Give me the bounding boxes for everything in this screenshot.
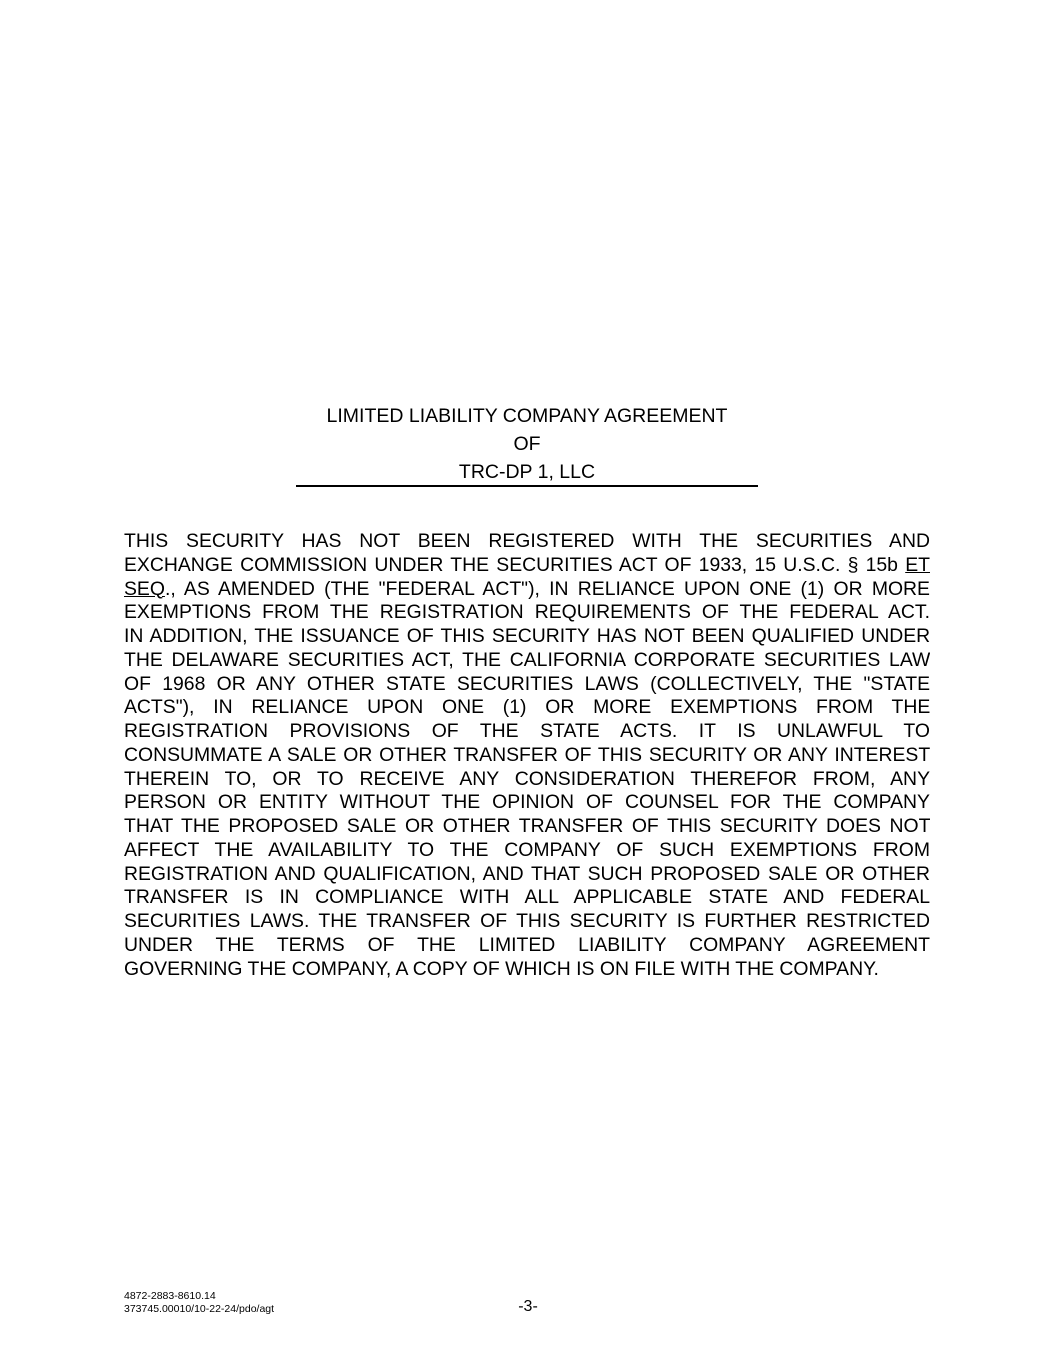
legend-line: REGISTRATION AND QUALIFICATION, AND THAT SUCH PROPOSED SALE OR OTHER [124,862,930,885]
legend-line: CONSUMMATE A SALE OR OTHER TRANSFER OF THIS SECURITY OR ANY INTEREST [124,743,930,766]
underlined-et: ET [905,553,930,576]
legend-line: TRANSFER IS IN COMPLIANCE WITH ALL APPLICABLE STATE AND FEDERAL [124,886,930,909]
legend-line [124,554,930,578]
title-line-2: OF [513,433,541,455]
title-underline-rule [296,485,758,487]
title-line-1: LIMITED LIABILITY COMPANY AGREEMENT [326,405,728,427]
underlined-seq: SEQ [124,577,165,600]
legend-line: EXEMPTIONS FROM THE REGISTRATION REQUIREMENTS OF THE FEDERAL ACT. [124,601,930,624]
legend-line: OF 1968 OR ANY OTHER STATE SECURITIES LAWS (COLLECTIVELY, THE "STATE [124,672,930,695]
legend-line: THE DELAWARE SECURITIES ACT, THE CALIFORNIA CORPORATE SECURITIES LAW [124,648,930,671]
legend-line-text: ., AS AMENDED (THE "FEDERAL ACT"), IN RELIANCE UPON ONE (1) OR MORE [164,577,930,600]
legend-line: UNDER THE TERMS OF THE LIMITED LIABILITY COMPANY AGREEMENT [124,933,930,956]
legend-line: PERSON OR ENTITY WITHOUT THE OPINION OF COUNSEL FOR THE COMPANY [124,791,930,814]
legend-line: AFFECT THE AVAILABILITY TO THE COMPANY OF SUCH EXEMPTIONS FROM [124,838,930,861]
legend-line: THEREIN TO, OR TO RECEIVE ANY CONSIDERATION THEREFOR FROM, ANY [124,767,930,790]
legend-line: GOVERNING THE COMPANY, A COPY OF WHICH IS ON FILE WITH THE COMPANY. [124,957,879,980]
footer-document-ids [124,1290,274,1316]
legend-line: THAT THE PROPOSED SALE OR OTHER TRANSFER OF THIS SECURITY DOES NOT [124,815,930,837]
title-line-3: TRC-DP 1, LLC [458,461,596,483]
legend-line: IN ADDITION, THE ISSUANCE OF THIS SECURITY HAS NOT BEEN QUALIFIED UNDER [124,625,930,647]
legend-line: ACTS"), IN RELIANCE UPON ONE (1) OR MORE EXEMPTIONS FROM THE [124,696,930,719]
footer-matter-ref: 373745.00010/10-22-24/pdo/agt [124,1303,275,1315]
legend-line-text: EXCHANGE COMMISSION UNDER THE SECURITIES ACT OF 1933, 15 U.S.C. § 15b [124,553,898,576]
legend-line: REGISTRATION PROVISIONS OF THE STATE ACTS. IT IS UNLAWFUL TO [124,720,930,742]
securities-legend [124,530,930,981]
legend-line [124,578,930,602]
footer-doc-id: 4872-2883-8610.14 [124,1290,216,1302]
agreement-title [296,402,758,486]
page-number: -3- [518,1298,538,1315]
legend-line: SECURITIES LAWS. THE TRANSFER OF THIS SECURITY IS FURTHER RESTRICTED [124,910,930,932]
legend-line: THIS SECURITY HAS NOT BEEN REGISTERED WITH THE SECURITIES AND [124,530,930,552]
